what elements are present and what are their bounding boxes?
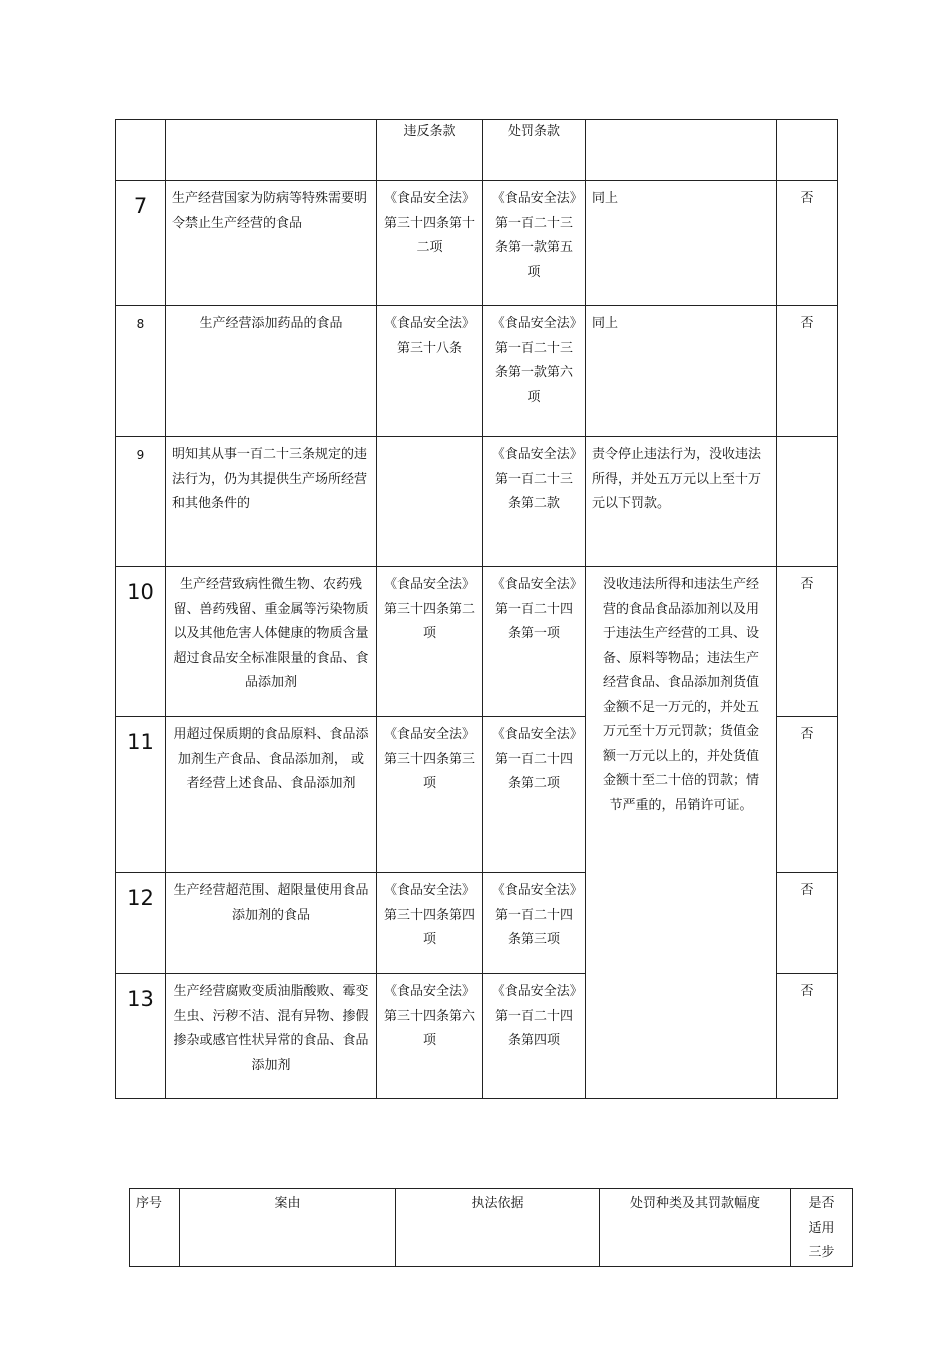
header-three-step: 是否适用三步 <box>791 1189 853 1267</box>
row-three-step: 否 <box>777 567 838 717</box>
row-violation: 《食品安全法》第三十四条第四项 <box>377 873 483 974</box>
row-case: 明知其从事一百二十三条规定的违法行为，仍为其提供生产场所经营和其他条件的 <box>166 437 377 567</box>
row-penalty-clause: 《食品安全法》第一百二十四条第三项 <box>483 873 586 974</box>
row-number: 10 <box>116 567 166 717</box>
header-row <box>130 1189 853 1267</box>
row-three-step: 否 <box>777 974 838 1099</box>
row-penalty-clause: 《食品安全法》第一百二十四条第二项 <box>483 717 586 873</box>
row-violation: 《食品安全法》第三十八条 <box>377 306 483 437</box>
row-penalty-clause: 《食品安全法》第一百二十三条第一款第五项 <box>483 181 586 306</box>
row-three-step <box>777 437 838 567</box>
header-basis: 执法依据 <box>396 1189 600 1267</box>
row-case: 生产经营添加药品的食品 <box>166 306 377 437</box>
row-penalty: 同上 <box>586 181 777 306</box>
row-violation: 《食品安全法》第三十四条第二项 <box>377 567 483 717</box>
row-violation: 《食品安全法》第三十四条第六项 <box>377 974 483 1099</box>
header-cell <box>116 120 166 181</box>
row-three-step: 否 <box>777 873 838 974</box>
row-case: 生产经营致病性微生物、农药残留、兽药残留、重金属等污染物质以及其他危害人体健康的物质含量超过食品安全标准限量的食品、食品添加剂 <box>166 567 377 717</box>
row-case: 生产经营腐败变质油脂酸败、霉变生虫、污秽不洁、混有异物、掺假掺杂或感官性状异常的食品、食品添加剂 <box>166 974 377 1099</box>
row-number: 13 <box>116 974 166 1099</box>
table-row <box>116 437 838 567</box>
row-penalty: 同上 <box>586 306 777 437</box>
table-row <box>116 567 838 717</box>
row-case: 生产经营超范围、超限量使用食品添加剂的食品 <box>166 873 377 974</box>
row-case: 生产经营国家为防病等特殊需要明令禁止生产经营的食品 <box>166 181 377 306</box>
header-cell <box>777 120 838 181</box>
row-number: 9 <box>116 437 166 567</box>
header-cell <box>586 120 777 181</box>
row-penalty: 责令停止违法行为，没收违法所得，并处五万元以上至十万元以下罚款。 <box>586 437 777 567</box>
header-penalty: 处罚种类及其罚款幅度 <box>600 1189 791 1267</box>
header-no: 序号 <box>130 1189 180 1267</box>
row-three-step: 否 <box>777 717 838 873</box>
shared-penalty: 没收违法所得和违法生产经营的食品食品添加剂以及用于违法生产经营的工具、设备、原料等物品；违法生产经营食品、食品添加剂货值金额不足一万元的，并处五万元至十万元罚款；货值金额一万元以上的，并处货值金额十至二十倍的罚款；情节严重的，吊销许可证。 <box>586 567 777 1099</box>
row-penalty-clause: 《食品安全法》第一百二十三条第二款 <box>483 437 586 567</box>
row-penalty-clause: 《食品安全法》第一百二十三条第一款第六项 <box>483 306 586 437</box>
row-three-step: 否 <box>777 181 838 306</box>
row-number: 11 <box>116 717 166 873</box>
row-penalty-clause: 《食品安全法》第一百二十四条第一项 <box>483 567 586 717</box>
row-number: 7 <box>116 181 166 306</box>
row-violation: 《食品安全法》第三十四条第三项 <box>377 717 483 873</box>
penalty-table <box>115 119 838 1099</box>
table-row <box>116 181 838 306</box>
header-case: 案由 <box>180 1189 396 1267</box>
row-penalty-clause: 《食品安全法》第一百二十四条第四项 <box>483 974 586 1099</box>
row-violation <box>377 437 483 567</box>
row-violation: 《食品安全法》第三十四条第十二项 <box>377 181 483 306</box>
row-number: 12 <box>116 873 166 974</box>
row-number: 8 <box>116 306 166 437</box>
row-three-step: 否 <box>777 306 838 437</box>
header-cell <box>166 120 377 181</box>
table-row <box>116 306 838 437</box>
table-header-row <box>116 120 838 181</box>
header-violation-clause: 违反条款 <box>377 120 483 181</box>
row-case: 用超过保质期的食品原料、食品添加剂生产食品、食品添加剂， 或者经营上述食品、食品添加剂 <box>166 717 377 873</box>
header-penalty-clause: 处罚条款 <box>483 120 586 181</box>
next-page-table-header <box>129 1188 853 1267</box>
